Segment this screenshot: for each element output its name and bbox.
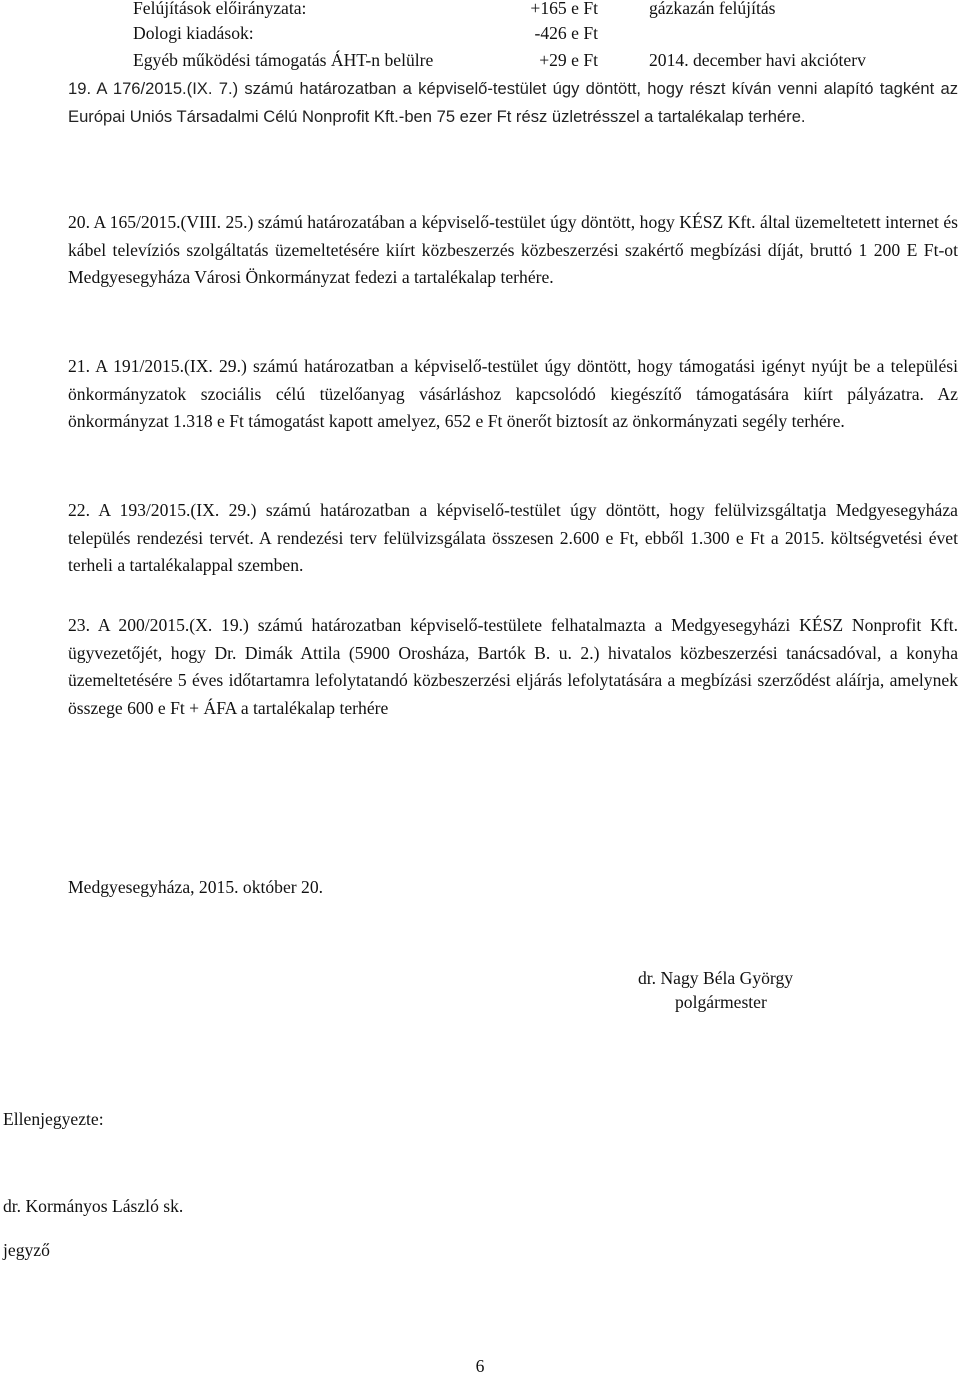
budget-row-3-note: 2014. december havi akcióterv [649,50,866,70]
item-22-paragraph: 22. A 193/2015.(IX. 29.) számú határozatban a képviselő-testület úgy döntött, hogy felülvizsgáltatja Medgyesegyháza település rendezési tervét. A rendezési terv felülvizsgálata összesen 2.600 e Ft, ebből 1.300 e Ft a 2015. költségvetési évet terheli a tartalékalappal szemben. [68,500,958,576]
budget-row-2-amount: -426 e Ft [534,23,598,43]
budget-row-1-note: gázkazán felújítás [649,0,776,18]
signer-name: dr. Nagy Béla György [638,968,794,988]
budget-row-3-label: Egyéb működési támogatás ÁHT-n belülre [133,50,434,70]
countersign-label: Ellenjegyezte: [3,1109,104,1129]
signer-title: polgármester [675,992,767,1012]
page-number: 6 [475,1356,485,1376]
item-19-paragraph: 19. A 176/2015.(IX. 7.) számú határozatban a képviselő-testület úgy döntött, hogy részt kíván venni alapító tagként az Európai Uniós Társadalmi Célú Nonprofit Kft.-ben 75 ezer Ft rész üzletrésszel a tartalékalap terhére. [68,79,958,126]
countersign-name: dr. Kormányos László sk. [3,1196,184,1216]
budget-row-2-label: Dologi kiadások: [133,23,254,43]
item-23-paragraph: 23. A 200/2015.(X. 19.) számú határozatban képviselő-testülete felhatalmazta a Medgyesegyházi KÉSZ Nonprofit Kft. ügyvezetőjét, hogy Dr. Dimák Attila (5900 Orosháza, Bartók B. u. 2.) hivatalos közbeszerzési tanácsadóval, a konyha üzemeltetésére 5 éves időtartamra lefolytatandó közbeszerzési eljárás lefolytatására a megbízási szerződést aláírja, amelynek összege 600 e Ft + ÁFA a tartalékalap terhére [68,615,958,718]
item-21-paragraph: 21. A 191/2015.(IX. 29.) számú határozatban a képviselő-testület úgy döntött, hogy támogatási igényt nyújt be a települési önkormányzatok szociális célú tüzelőanyag vásárláshoz kapcsolódó kiegészítő támogatására kiírt pályázatra. Az önkormányzat 1.318 e Ft támogatást kapott amelyez, 652 e Ft önerőt biztosít az önkormányzati segély terhére. [68,356,958,432]
budget-row-1-label: Felújítások előirányzata: [133,0,307,18]
item-20-paragraph: 20. A 165/2015.(VIII. 25.) számú határozatában a képviselő-testület úgy döntött, hogy KÉSZ Kft. által üzemeltetett internet és kábel televíziós szolgáltatás üzemeltetésére kiírt közbeszerzés közbeszerzési szakértő megbízási díját, bruttó 1 200 E Ft-ot Medgyesegyháza Városi Önkormányzat fedezi a tartalékalap terhére. [68,212,958,288]
place-date: Medgyesegyháza, 2015. október 20. [68,877,324,897]
countersign-title: jegyző [3,1240,50,1260]
budget-row-1-amount: +165 e Ft [530,0,598,18]
budget-row-3-amount: +29 e Ft [539,50,598,70]
